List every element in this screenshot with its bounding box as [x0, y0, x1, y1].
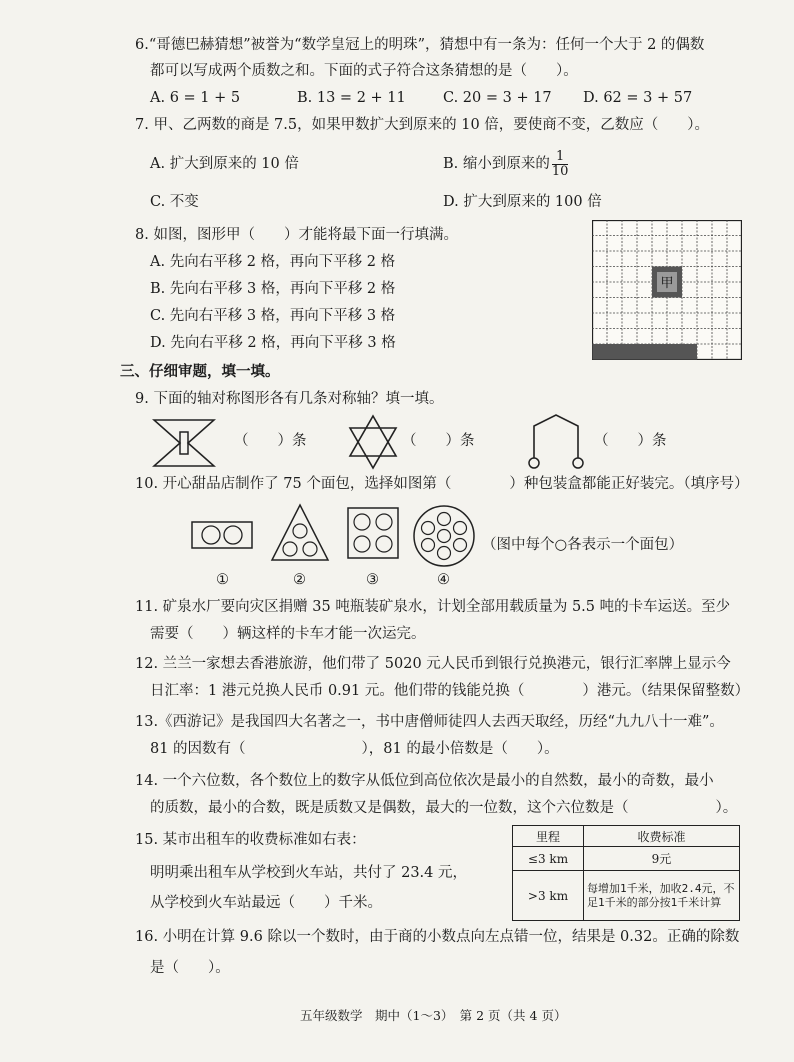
q9-blank-1: （ ）条 — [234, 433, 307, 449]
fare-table — [512, 825, 740, 921]
q6-line1: 6.“哥德巴赫猜想”被誉为“数学皇冠上的明珠”，猜想中有一条为：任何一个大于 2 的偶数 — [135, 37, 705, 53]
fare-header-fee: 收费标准 — [584, 826, 740, 847]
fare-row2-distance: >3 km — [513, 871, 584, 921]
q9-blank-3: （ ）条 — [594, 433, 667, 449]
q6-option-d: D. 62 = 3 + 57 — [583, 90, 693, 106]
fare-header-distance: 里程 — [513, 826, 584, 847]
q16-line1: 16. 小明在计算 9.6 除以一个数时，由于商的小数点向左点错一位，结果是 0.32。正确的除数 — [135, 929, 740, 945]
fare-row1-fee: 9元 — [584, 847, 740, 871]
q15-line2: 明明乘出租车从学校到火车站，共付了 23.4 元， — [150, 865, 468, 881]
q9-line1: 9. 下面的轴对称图形各有几条对称轴？填一填。 — [135, 391, 444, 407]
q7-fraction-denominator: 10 — [551, 163, 569, 179]
q10-label-1: ① — [216, 572, 229, 588]
box-4 — [414, 506, 474, 566]
q10-label-3: ③ — [366, 572, 379, 588]
q11-line1: 11. 矿泉水厂要向灾区捐赠 35 吨瓶装矿泉水，计划全部用载质量为 5.5 吨的卡车运送。至少 — [135, 599, 731, 615]
page-footer: 五年级数学 期中（1～3） 第 2 页（共 4 页） — [300, 1008, 567, 1023]
q14-line2: 的质数，最小的合数，既是质数又是偶数，最大的一位数，这个六位数是（ ）。 — [150, 800, 738, 816]
q8-option-b: B. 先向右平移 3 格，再向下平移 2 格 — [150, 281, 396, 297]
section-title: 三、仔细审题，填一填。 — [120, 364, 280, 380]
q12-line2: 日汇率：1 港元兑换人民币 0.91 元。他们带的钱能兑换（ ）港元。（结果保留整数） — [150, 683, 750, 699]
box-3 — [348, 508, 398, 558]
q6-line2: 都可以写成两个质数之和。下面的式子符合这条猜想的是（ ）。 — [150, 63, 578, 79]
box-1 — [192, 522, 252, 548]
shape-jia-label: 甲 — [660, 276, 674, 291]
box-2 — [272, 505, 328, 560]
q12-line1: 12. 兰兰一家想去香港旅游，他们带了 5020 元人民币到银行兑换港元，银行汇率牌上显示今 — [135, 656, 731, 672]
q8-option-d: D. 先向右平移 2 格，再向下平移 3 格 — [150, 335, 396, 351]
q14-line1: 14. 一个六位数，各个数位上的数字从低位到高位依次是最小的自然数，最小的奇数，最小 — [135, 773, 714, 789]
q7-fraction — [552, 150, 569, 178]
q16-line2: 是（ ）。 — [150, 960, 230, 976]
q7-option-d: D. 扩大到原来的 100 倍 — [443, 194, 602, 210]
q10-label-4: ④ — [437, 572, 450, 588]
q15-line1: 15. 某市出租车的收费标准如右表： — [135, 832, 366, 848]
q7-option-a: A. 扩大到原来的 10 倍 — [150, 156, 299, 172]
q9-figure-arch — [526, 412, 586, 470]
q10-line1: 10. 开心甜品店制作了 75 个面包，选择如图第（ ）种包装盒都能正好装完。（填序号） — [135, 476, 749, 492]
q9-figure-hourglass — [152, 418, 216, 468]
q8-line1: 8. 如图，图形甲（ ）才能将最下面一行填满。 — [135, 227, 458, 243]
q10-boxes-figure — [190, 500, 480, 570]
fare-row1-distance: ≤3 km — [513, 847, 584, 871]
fare-row2-fee: 每增加1千米，加收2.4元，不足1千米的部分按1千米计算 — [584, 871, 740, 921]
q8-option-a: A. 先向右平移 2 格，再向下平移 2 格 — [150, 254, 396, 270]
q10-note: （图中每个○各表示一个面包） — [482, 537, 684, 553]
q8-grid-figure — [592, 220, 742, 360]
q7-option-c: C. 不变 — [150, 194, 199, 210]
q7-option-b — [443, 150, 568, 178]
q9-blank-2: （ ）条 — [402, 433, 475, 449]
q13-line1: 13.《西游记》是我国四大名著之一，书中唐僧师徒四人去西天取经，历经“九九八十一难”。 — [135, 714, 724, 730]
q7-option-b-text: B. 缩小到原来的 — [443, 156, 550, 173]
q9-figure-star — [348, 414, 398, 470]
q6-option-b: B. 13 = 2 + 11 — [297, 90, 406, 106]
bottom-row-fill — [593, 344, 698, 360]
q7-line1: 7. 甲、乙两数的商是 7.5，如果甲数扩大到原来的 10 倍，要使商不变，乙数应（ ）。 — [135, 117, 710, 133]
q11-line2: 需要（ ）辆这样的卡车才能一次运完。 — [150, 626, 426, 642]
q10-label-2: ② — [293, 572, 306, 588]
q6-option-a: A. 6 = 1 + 5 — [150, 90, 241, 106]
q13-line2: 81 的因数有（ ），81 的最小倍数是（ ）。 — [150, 741, 559, 757]
q8-option-c: C. 先向右平移 3 格，再向下平移 3 格 — [150, 308, 396, 324]
q15-line3: 从学校到火车站最远（ ）千米。 — [150, 895, 382, 911]
q6-option-c: C. 20 = 3 + 17 — [443, 90, 552, 106]
q7-fraction-numerator: 1 — [552, 150, 569, 165]
